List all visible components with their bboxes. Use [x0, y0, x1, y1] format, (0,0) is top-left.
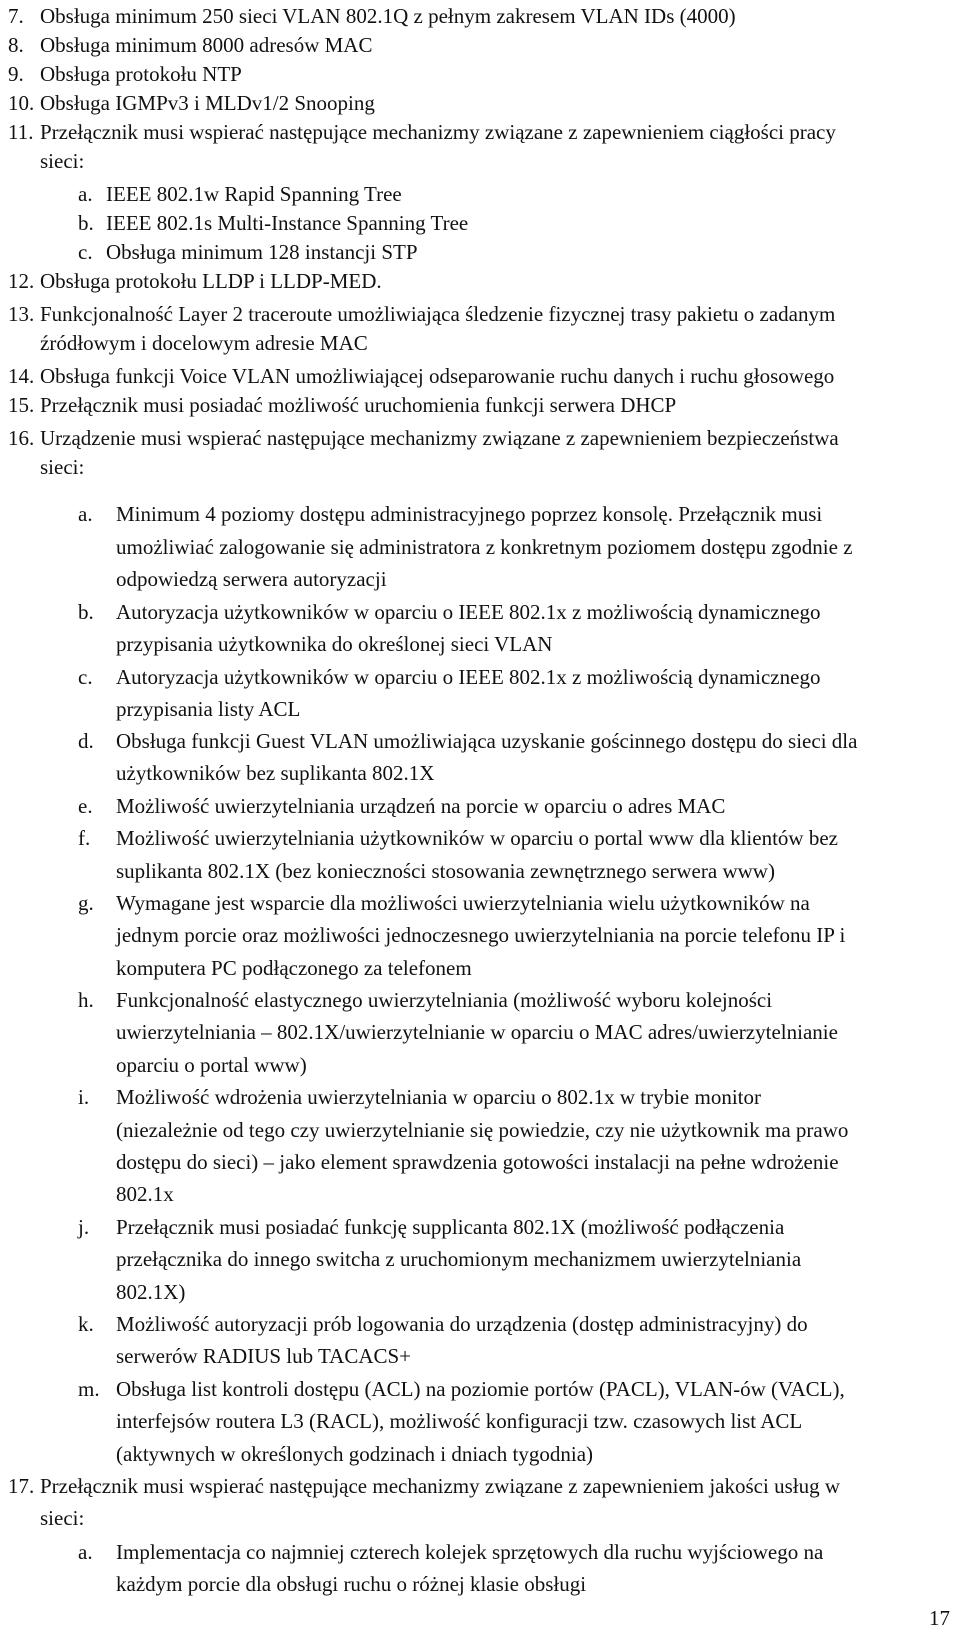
- sub-item-continuation: odpowiedzą serwera autoryzacji: [116, 567, 387, 591]
- sub-item-text: Implementacja co najmniej czterech kolejek sprzętowych dla ruchu wyjściowego na: [116, 1540, 824, 1564]
- list-item-13: [8, 300, 835, 329]
- sub-item-letter: c.: [78, 240, 93, 264]
- sub-item-continuation: umożliwiać zalogowanie się administratora z konkretnym poziomem dostępu zgodnie z: [116, 535, 853, 559]
- sub-item-continuation: komputera PC podłączonego za telefonem: [116, 956, 472, 980]
- sub-item-continuation: użytkowników bez suplikanta 802.1X: [116, 761, 435, 785]
- item-number: 14.: [8, 364, 35, 388]
- list-item-12: [8, 267, 382, 296]
- sub-item-text: Możliwość autoryzacji prób logowania do urządzenia (dostęp administracyjny) do: [116, 1312, 808, 1336]
- sub-item-continuation: każdym porcie dla obsługi ruchu o różnej klasie obsługi: [116, 1572, 587, 1596]
- item-text: Obsługa minimum 250 sieci VLAN 802.1Q z pełnym zakresem VLAN IDs (4000): [40, 4, 736, 28]
- sub-item-continuation: interfejsów routera L3 (RACL), możliwość konfiguracji tzw. czasowych list ACL: [116, 1409, 803, 1433]
- sub-item-continuation: jednym porcie oraz możliwości jednoczesnego uwierzytelniania na porcie telefonu IP i: [116, 923, 846, 947]
- sub-item-continuation: 802.1X): [116, 1280, 186, 1304]
- sub-item-text: IEEE 802.1w Rapid Spanning Tree: [106, 182, 402, 206]
- sub-item-text: Przełącznik musi posiadać funkcję supplicanta 802.1X (możliwość podłączenia: [116, 1215, 785, 1239]
- sub-item-continuation: serwerów RADIUS lub TACACS+: [116, 1344, 412, 1368]
- sub-item-text: Funkcjonalność elastycznego uwierzytelniania (możliwość wyboru kolejności: [116, 988, 773, 1012]
- item-text: Przełącznik musi posiadać możliwość uruchomienia funkcji serwera DHCP: [40, 393, 677, 417]
- sub-item-continuation: dostępu do sieci) – jako element sprawdzenia gotowości instalacji na pełne wdrożenie: [116, 1150, 839, 1174]
- item-number: 13.: [8, 302, 35, 326]
- sub-item-11a: [78, 180, 402, 209]
- sub-item-continuation: przypisania listy ACL: [116, 697, 301, 721]
- sub-item-continuation: (aktywnych w określonych godzinach i dniach tygodnia): [116, 1442, 594, 1466]
- item-text: Obsługa protokołu NTP: [40, 62, 242, 86]
- sub-item-16a: [78, 500, 822, 529]
- item-number: 16.: [8, 426, 35, 450]
- sub-item-letter: m.: [78, 1377, 100, 1401]
- list-item-17: [8, 1472, 840, 1501]
- sub-item-letter: a.: [78, 502, 93, 526]
- sub-item-letter: b.: [78, 600, 94, 624]
- sub-item-16g: [78, 889, 810, 918]
- item-number: 8.: [8, 33, 24, 57]
- sub-item-continuation: oparciu o portal www): [116, 1053, 307, 1077]
- sub-item-16k: [78, 1310, 808, 1339]
- sub-item-letter: g.: [78, 891, 94, 915]
- sub-item-letter: e.: [78, 794, 93, 818]
- sub-item-16d: [78, 727, 857, 756]
- list-item-8: [8, 31, 372, 60]
- sub-item-text: Autoryzacja użytkowników w oparciu o IEEE 802.1x z możliwością dynamicznego: [116, 600, 821, 624]
- item-text: Obsługa funkcji Voice VLAN umożliwiającej odseparowanie ruchu danych i ruchu głosowego: [40, 364, 835, 388]
- sub-item-text: Obsługa list kontroli dostępu (ACL) na poziomie portów (PACL), VLAN-ów (VACL),: [116, 1377, 845, 1401]
- sub-item-17a: [78, 1538, 823, 1567]
- sub-item-16f: [78, 824, 838, 853]
- sub-item-letter: a.: [78, 1540, 93, 1564]
- item-text: Urządzenie musi wspierać następujące mechanizmy związane z zapewnieniem bezpieczeństwa: [40, 426, 839, 450]
- sub-item-11c: [78, 238, 418, 267]
- sub-item-text: IEEE 802.1s Multi-Instance Spanning Tree: [106, 211, 469, 235]
- item-number: 12.: [8, 269, 35, 293]
- item-number: 10.: [8, 91, 35, 115]
- sub-item-text: Obsługa funkcji Guest VLAN umożliwiająca uzyskanie gościnnego dostępu do sieci dla: [116, 729, 858, 753]
- sub-item-letter: a.: [78, 182, 93, 206]
- sub-item-continuation: uwierzytelniania – 802.1X/uwierzytelnianie w oparciu o MAC adres/uwierzytelnianie: [116, 1020, 838, 1044]
- sub-item-letter: k.: [78, 1312, 94, 1336]
- sub-item-letter: b.: [78, 211, 94, 235]
- item-text: Obsługa protokołu LLDP i LLDP-MED.: [40, 269, 382, 293]
- item-text: Obsługa minimum 8000 adresów MAC: [40, 33, 373, 57]
- sub-item-11b: [78, 209, 468, 238]
- sub-item-text: Możliwość uwierzytelniania użytkowników w oparciu o portal www dla klientów bez: [116, 826, 838, 850]
- sub-item-16c: [78, 663, 820, 692]
- item-continuation: sieci:: [40, 455, 85, 479]
- sub-item-16m: [78, 1375, 845, 1404]
- sub-item-text: Możliwość uwierzytelniania urządzeń na porcie w oparciu o adres MAC: [116, 794, 726, 818]
- sub-item-continuation: (niezależnie od tego czy uwierzytelnianie się powiedzie, czy nie użytkownik ma prawo: [116, 1118, 849, 1142]
- item-number: 11.: [8, 120, 34, 144]
- sub-item-text: Możliwość wdrożenia uwierzytelniania w oparciu o 802.1x w trybie monitor: [116, 1085, 761, 1109]
- sub-item-text: Obsługa minimum 128 instancji STP: [106, 240, 418, 264]
- item-text: Funkcjonalność Layer 2 traceroute umożliwiająca śledzenie fizycznej trasy pakietu o zadanym: [40, 302, 836, 326]
- sub-item-letter: i.: [78, 1085, 90, 1109]
- list-item-11: [8, 118, 836, 147]
- sub-item-letter: c.: [78, 665, 93, 689]
- sub-item-continuation: przypisania użytkownika do określonej sieci VLAN: [116, 632, 553, 656]
- sub-item-letter: j.: [78, 1215, 90, 1239]
- sub-item-16b: [78, 598, 820, 627]
- item-continuation: źródłowym i docelowym adresie MAC: [40, 331, 368, 355]
- item-text: Obsługa IGMPv3 i MLDv1/2 Snooping: [40, 91, 375, 115]
- sub-item-letter: d.: [78, 729, 94, 753]
- sub-item-letter: f.: [78, 826, 91, 850]
- item-text: Przełącznik musi wspierać następujące mechanizmy związane z zapewnieniem jakości usług w: [40, 1474, 840, 1498]
- sub-item-text: Wymagane jest wsparcie dla możliwości uwierzytelniania wielu użytkowników na: [116, 891, 810, 915]
- item-continuation: sieci:: [40, 1506, 85, 1530]
- page-number: 17: [929, 1606, 950, 1630]
- list-item-10: [8, 89, 375, 118]
- item-number: 15.: [8, 393, 35, 417]
- item-number: 9.: [8, 62, 24, 86]
- sub-item-continuation: suplikanta 802.1X (bez konieczności stosowania zewnętrznego serwera www): [116, 859, 775, 883]
- sub-item-text: Autoryzacja użytkowników w oparciu o IEEE 802.1x z możliwością dynamicznego: [116, 665, 821, 689]
- item-continuation: sieci:: [40, 149, 85, 173]
- sub-item-16h: [78, 986, 772, 1015]
- sub-item-16i: [78, 1083, 761, 1112]
- item-text: Przełącznik musi wspierać następujące mechanizmy związane z zapewnieniem ciągłości pracy: [40, 120, 836, 144]
- sub-item-continuation: 802.1x: [116, 1182, 174, 1206]
- sub-item-16j: [78, 1213, 784, 1242]
- sub-item-text: Minimum 4 poziomy dostępu administracyjnego poprzez konsolę. Przełącznik musi: [116, 502, 823, 526]
- sub-item-letter: h.: [78, 988, 94, 1012]
- list-item-7: [8, 2, 736, 31]
- list-item-9: [8, 60, 242, 89]
- item-number: 17.: [8, 1474, 35, 1498]
- item-number: 7.: [8, 4, 24, 28]
- sub-item-continuation: przełącznika do innego switcha z uruchomionym mechanizmem uwierzytelniania: [116, 1247, 802, 1271]
- list-item-14: [8, 362, 834, 391]
- list-item-15: [8, 391, 676, 420]
- sub-item-16e: [78, 792, 725, 821]
- list-item-16: [8, 424, 839, 453]
